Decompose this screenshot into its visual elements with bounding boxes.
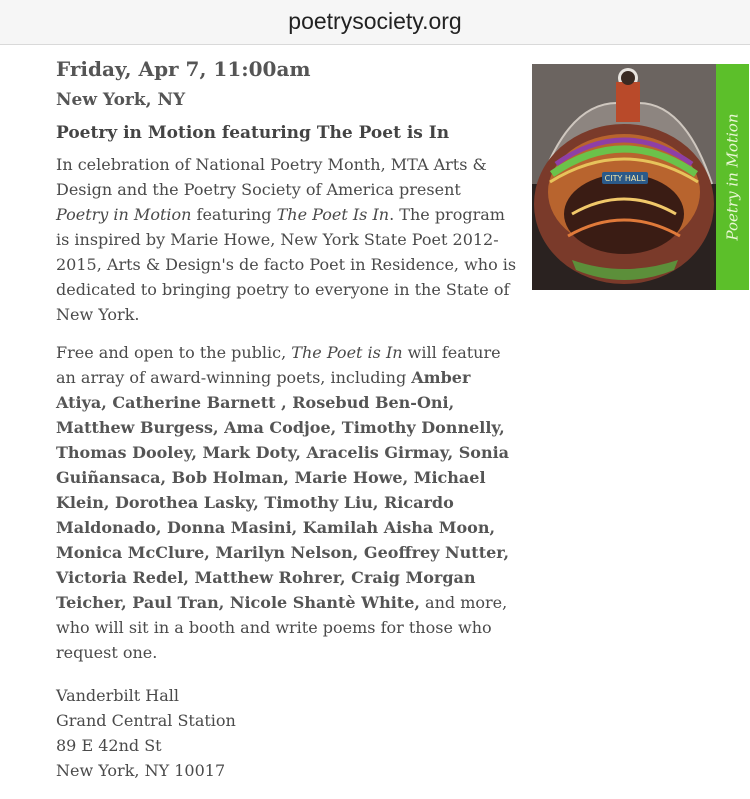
event-listing [56,56,518,783]
event-city: New York, NY [56,90,186,110]
url-text[interactable]: poetrysociety.org [288,8,462,34]
event-details [56,340,518,665]
details-text-3: and more, who will sit in a booth and write poems for those who request one. [56,593,508,662]
intro-text-2: featuring [191,205,277,224]
intro-text-3: . The program is inspired by Marie Howe, New York State Poet 2012-2015, Arts & Design's de facto Poet in Residence, who is dedicated to bringing poetry to everyone in the State of New York. [56,205,517,324]
details-text-2: will feature an array of award-winning poets, including [56,343,501,387]
address-building: Grand Central Station [56,711,236,730]
event-title: Poetry in Motion featuring The Poet is In [56,123,450,143]
figure-shape [616,82,640,122]
browser-address-bar[interactable] [0,0,750,45]
event-intro [56,152,518,327]
poster-banner-text: Poetry in Motion [723,113,742,241]
intro-emphasis-2: The Poet Is In [276,205,390,224]
address-city-zip: New York, NY 10017 [56,761,226,780]
intro-emphasis-1: Poetry in Motion [56,205,192,224]
event-date: Friday, Apr 7, 11:00am [56,57,311,81]
event-address [56,683,518,783]
address-street: 89 E 42nd St [56,736,162,755]
address-venue: Vanderbilt Hall [56,686,180,705]
poster-banner-label [716,64,749,290]
city-hall-sign-text: CITY HALL [604,174,646,183]
details-text-1: Free and open to the public, [56,343,292,362]
details-emphasis: The Poet is In [291,343,403,362]
intro-text-1: In celebration of National Poetry Month, MTA Arts & Design and the Poetry Society of America present [56,155,487,199]
poet-list: Amber Atiya, Catherine Barnett , Rosebud Ben-Oni, Matthew Burgess, Ama Codjoe, Timothy Donnelly, Thomas Dooley, Mark Doty, Aracelis Girmay, Sonia Guiñansaca, Bob Holman, Marie Howe, Michael Klein, Dorothea Lasky, Timothy Liu, Ricardo Maldonado, Donna Masini, Kamilah Aisha Moon, Monica McClure, Marilyn Nelson, Geoffrey Nutter, Victoria Redel, Matthew Rohrer, Craig Morgan Teicher, Paul Tran, Nicole Shantè White, [56,368,510,612]
